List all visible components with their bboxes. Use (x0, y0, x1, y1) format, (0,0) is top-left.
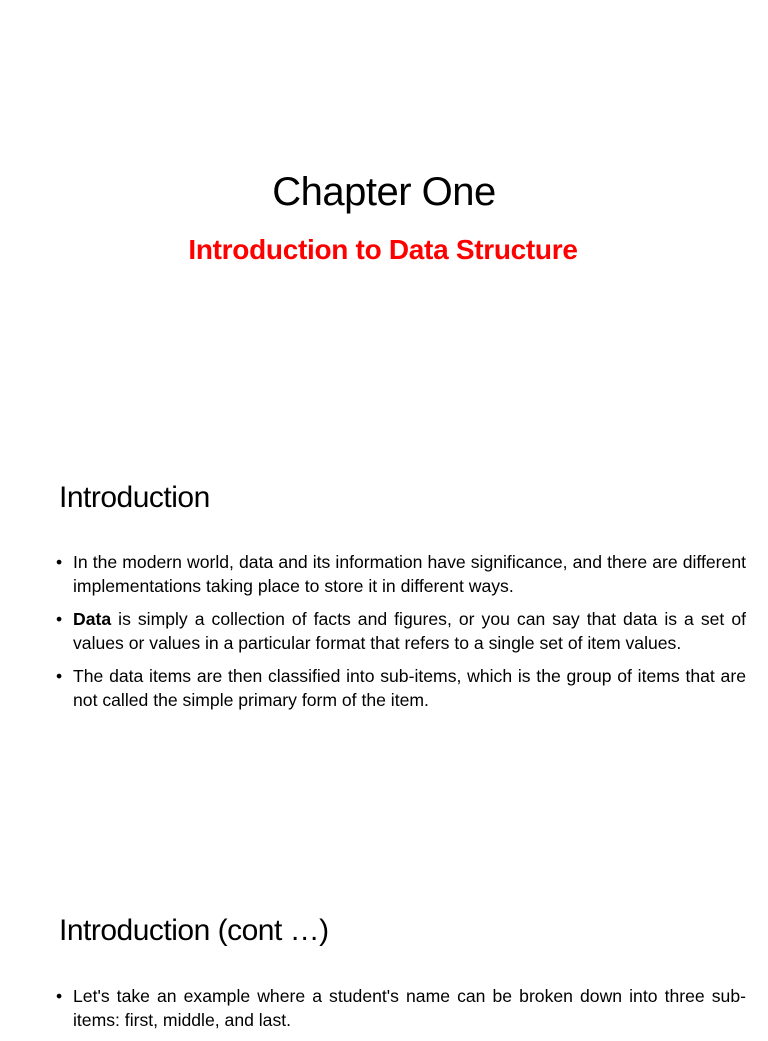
bullet-item (56, 550, 746, 598)
bullet-list (56, 984, 746, 1041)
section-heading-introduction: Introduction (59, 481, 210, 514)
bullet-dot-icon: • (56, 609, 63, 629)
chapter-title: Chapter One (272, 170, 496, 214)
bullet-item (56, 984, 746, 1032)
bullet-text: In the modern world, data and its information have significance, and there are different implementations taking place to store it in different ways. (73, 552, 746, 596)
bullet-item (56, 664, 746, 712)
bullet-list (56, 550, 746, 721)
bullet-bold-term: Data (73, 609, 112, 629)
section-heading-introduction-cont: Introduction (cont …) (59, 914, 329, 947)
bullet-text: is simply a collection of facts and figures, or you can say that data is a set of values or values in a particular format that refers to a single set of item values. (73, 609, 746, 653)
bullet-dot-icon: • (56, 986, 63, 1006)
bullet-item (56, 607, 746, 655)
bullet-text: Let's take an example where a student's name can be broken down into three sub-items: first, middle, and last. (73, 986, 746, 1030)
bullet-dot-icon: • (56, 552, 63, 572)
chapter-subtitle: Introduction to Data Structure (188, 234, 578, 265)
bullet-dot-icon: • (56, 666, 63, 686)
bullet-text: The data items are then classified into sub-items, which is the group of items that are not called the simple primary form of the item. (73, 666, 746, 710)
